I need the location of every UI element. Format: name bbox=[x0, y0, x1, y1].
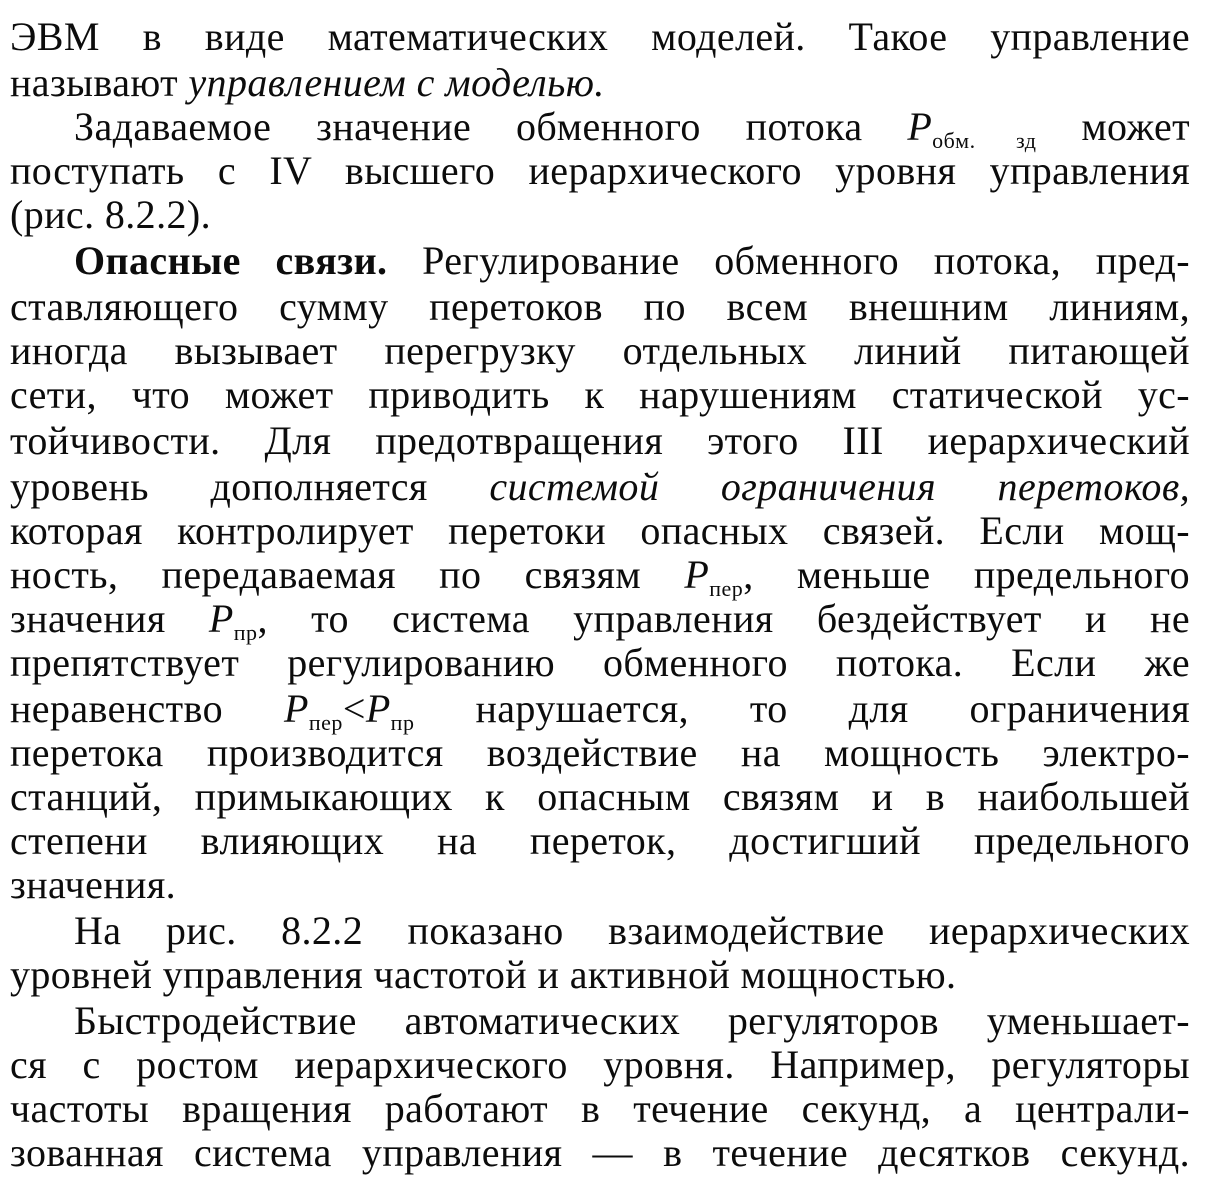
paragraph-2-line-3 bbox=[10, 192, 1190, 238]
subscript: обм. зд bbox=[932, 128, 1037, 153]
paragraph-3-line-3 bbox=[10, 328, 1190, 374]
text-run: препятствует регулированию обменного потока. Если же bbox=[10, 640, 1190, 685]
text-run: (рис. 8.2.2). bbox=[10, 192, 212, 237]
text-run: , меньше предельного bbox=[743, 552, 1191, 597]
symbol-p: P bbox=[684, 552, 710, 597]
symbol-p: P bbox=[283, 686, 309, 731]
italic-term: управлением с моделью. bbox=[188, 60, 605, 105]
paragraph-3-line-10 bbox=[10, 640, 1190, 686]
text-run: поступать с IV высшего иерархического уровня управления bbox=[10, 148, 1190, 193]
paragraph-4-line-1 bbox=[74, 908, 1190, 954]
text-run: Задаваемое значение обменного потока bbox=[74, 104, 908, 149]
paragraph-3-line-13 bbox=[10, 774, 1190, 820]
paragraph-5-line-1 bbox=[74, 998, 1190, 1044]
text-run: иногда вызывает перегрузку отдельных линий питающей bbox=[10, 328, 1190, 373]
text-run: перетока производится воздействие на мощность электро- bbox=[10, 730, 1190, 775]
text-run: значения. bbox=[10, 862, 177, 907]
text-run: станций, примыкающих к опасным связям и в наибольшей bbox=[10, 774, 1190, 819]
text-run: уровень дополняется bbox=[10, 464, 490, 509]
paragraph-3-line-4 bbox=[10, 372, 1190, 418]
paragraph-3-line-2 bbox=[10, 284, 1190, 330]
subscript: пр bbox=[390, 710, 415, 735]
paragraph-1-line-1 bbox=[10, 14, 1190, 60]
paragraph-3-line-6 bbox=[10, 464, 1190, 510]
paragraph-5-line-4 bbox=[10, 1130, 1190, 1176]
italic-term: системой ограничения перетоков, bbox=[489, 464, 1190, 509]
paragraph-3-line-14 bbox=[10, 818, 1190, 864]
text-run: Быстродействие автоматических регуляторов уменьшает- bbox=[74, 998, 1190, 1043]
text-run: неравенство bbox=[10, 686, 284, 731]
paragraph-3-line-12 bbox=[10, 730, 1190, 776]
document-page bbox=[10, 0, 1190, 1188]
symbol-p: P bbox=[208, 596, 234, 641]
symbol-p: P bbox=[907, 104, 933, 149]
text-run: называют bbox=[10, 60, 189, 105]
text-run: Регулирование обменного потока, пред- bbox=[387, 238, 1191, 283]
text-run: сети, что может приводить к нарушениям статической ус- bbox=[10, 372, 1190, 417]
paragraph-1-line-2 bbox=[10, 60, 1190, 106]
text-run: уровней управления частотой и активной мощностью. bbox=[10, 952, 957, 997]
paragraph-3-line-1 bbox=[74, 238, 1190, 284]
paragraph-3-line-15 bbox=[10, 862, 1190, 908]
text-run: ЭВМ в виде математических моделей. Такое управление bbox=[10, 14, 1190, 59]
text-run: степени влияющих на переток, достигший предельного bbox=[10, 818, 1190, 863]
text-run: которая контролирует перетоки опасных связей. Если мощ- bbox=[10, 508, 1190, 553]
paragraph-2-line-2 bbox=[10, 148, 1190, 194]
text-run: На рис. 8.2.2 показано взаимодействие иерархических bbox=[74, 908, 1190, 953]
subscript: пер bbox=[709, 576, 744, 601]
paragraph-3-line-5 bbox=[10, 418, 1190, 464]
paragraph-4-line-2 bbox=[10, 952, 1190, 998]
paragraph-5-line-2 bbox=[10, 1042, 1190, 1088]
text-run: частоты вращения работают в течение секунд, а централи- bbox=[10, 1086, 1190, 1131]
less-than-sign: < bbox=[342, 686, 366, 731]
subscript: пер bbox=[308, 710, 343, 735]
text-run: , то система управления бездействует и не bbox=[257, 596, 1190, 641]
text-run: ставляющего сумму перетоков по всем внешним линиям, bbox=[10, 284, 1190, 329]
section-heading: Опасные связи. bbox=[74, 238, 388, 283]
paragraph-3-line-7 bbox=[10, 508, 1190, 554]
text-run: значения bbox=[10, 596, 209, 641]
text-run: зованная система управления — в течение десятков секунд. bbox=[10, 1130, 1190, 1175]
symbol-p: P bbox=[365, 686, 391, 731]
subscript: пр bbox=[233, 620, 258, 645]
text-run: может bbox=[1036, 104, 1190, 149]
text-run: ся с ростом иерархического уровня. Например, регуляторы bbox=[10, 1042, 1190, 1087]
text-run: тойчивости. Для предотвращения этого III иерархический bbox=[10, 418, 1190, 463]
paragraph-5-line-3 bbox=[10, 1086, 1190, 1132]
text-run: нарушается, то для ограничения bbox=[414, 686, 1190, 731]
text-run: ность, передаваемая по связям bbox=[10, 552, 685, 597]
